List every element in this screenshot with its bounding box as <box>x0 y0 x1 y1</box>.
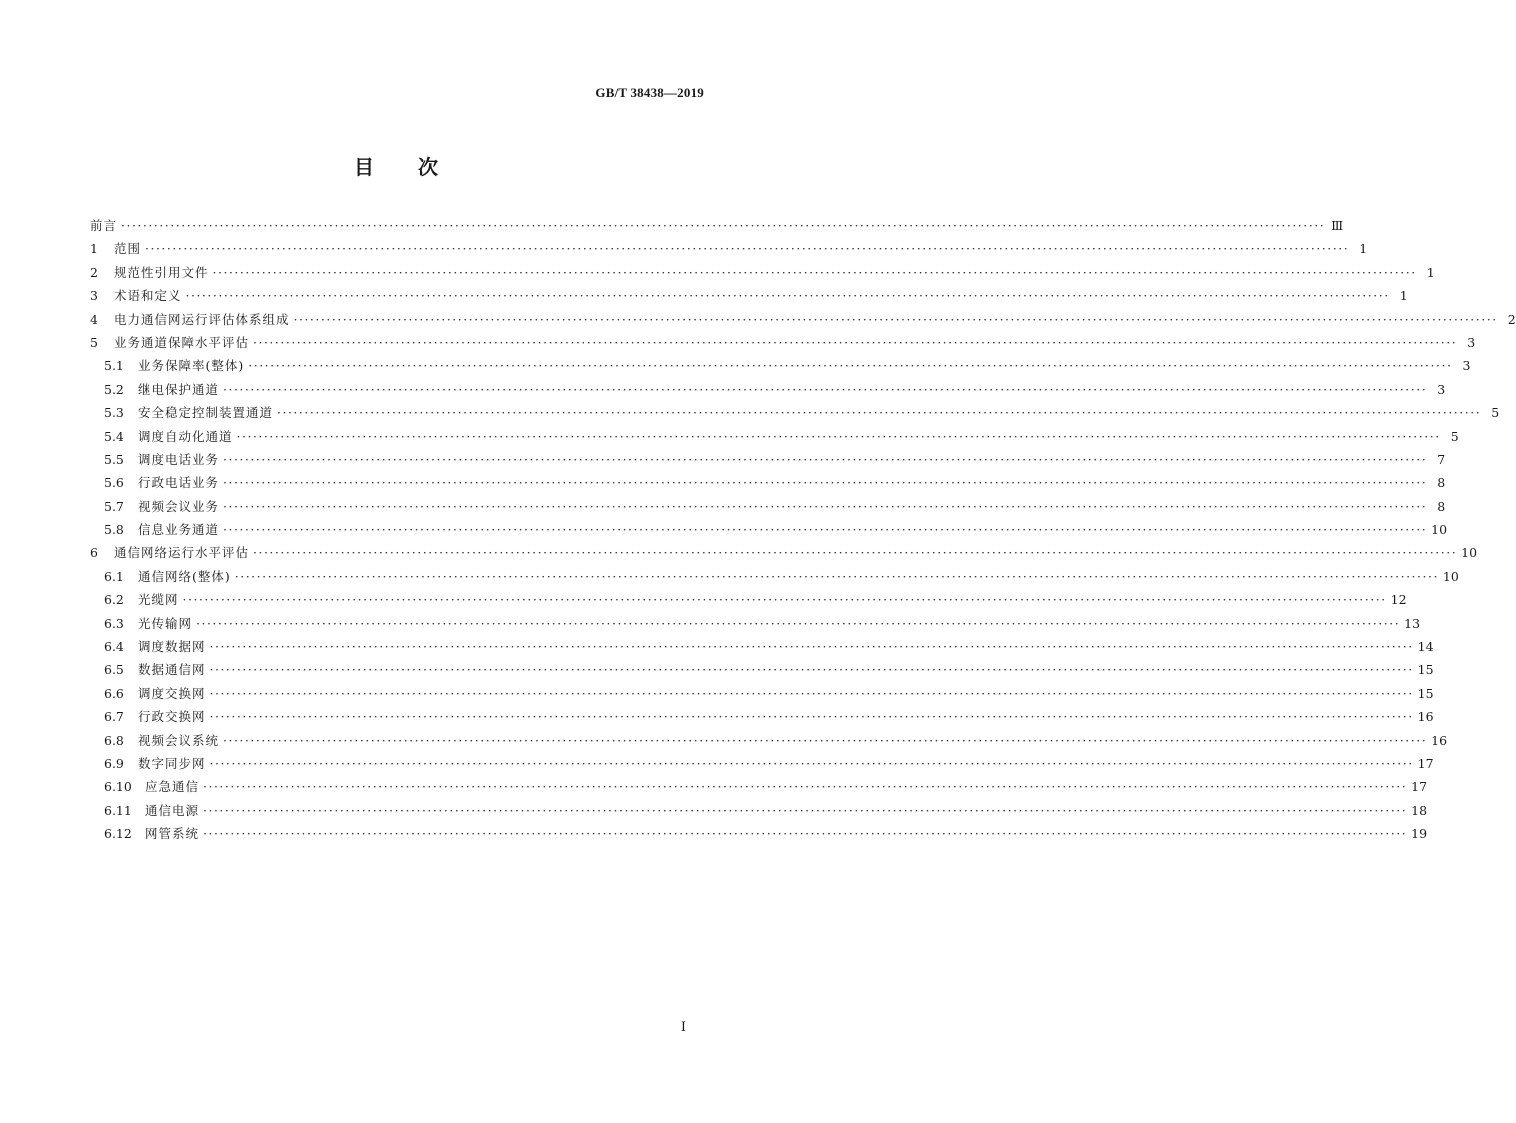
toc-entry[interactable] <box>90 801 1428 822</box>
toc-entry-title: 应急通信 <box>145 779 200 795</box>
toc-leader-dots: ···························································································································································································································· <box>236 428 1441 444</box>
toc-entry-page: 5 <box>1491 405 1500 421</box>
toc-entry-number: 6.4 <box>104 639 124 655</box>
toc-entry-page: 8 <box>1437 498 1446 514</box>
toc-entry-page: 17 <box>1411 779 1428 795</box>
toc-entry-page: 15 <box>1417 685 1434 701</box>
toc-entry-number: 6.2 <box>104 592 124 608</box>
toc-entry-page: 5 <box>1450 428 1459 444</box>
toc-entry-number: 5.3 <box>104 405 124 421</box>
toc-leader-dots: ···························································································································································································································· <box>209 662 1414 678</box>
toc-entry-title: 数字同步网 <box>138 755 206 771</box>
toc-entry-page: 2 <box>1507 311 1516 327</box>
standard-code: GB/T 38438—2019 <box>595 85 704 100</box>
toc-entry-number: 5.6 <box>104 475 124 491</box>
toc-entry-title: 安全稳定控制装置通道 <box>138 405 274 421</box>
toc-leader-dots: ···························································································································································································································· <box>203 826 1408 842</box>
toc-entry-title: 数据通信网 <box>138 662 206 678</box>
toc-entry-number: 5.4 <box>104 428 124 444</box>
toc-entry-number: 6.5 <box>104 662 124 678</box>
toc-entry-number: 5.5 <box>104 451 124 467</box>
toc-entry-number: 2 <box>90 264 98 280</box>
toc-entry-title: 光传输网 <box>138 615 193 631</box>
page-title <box>0 151 794 180</box>
toc-entry-number: 5.2 <box>104 381 124 397</box>
toc-entry[interactable] <box>90 707 1434 728</box>
toc-leader-dots: ···························································································································································································································· <box>203 779 1408 795</box>
toc-entry-page: 14 <box>1417 639 1434 655</box>
toc-entry[interactable] <box>90 216 1344 237</box>
toc-entry-number: 4 <box>90 311 98 327</box>
toc-leader-dots: ···························································································································································································································· <box>196 615 1401 631</box>
toc-entry-title: 继电保护通道 <box>138 381 220 397</box>
toc-entry-title: 调度电话业务 <box>138 451 220 467</box>
toc-entry[interactable] <box>90 567 1459 588</box>
toc-entry[interactable] <box>90 263 1435 284</box>
toc-entry-title: 电力通信网运行评估体系组成 <box>114 311 290 327</box>
toc-entry-page: Ⅲ <box>1331 218 1344 233</box>
toc-entry-number: 6.6 <box>104 685 124 701</box>
toc-leader-dots: ···························································································································································································································· <box>223 475 1428 491</box>
toc-entry-title: 调度自动化通道 <box>138 428 233 444</box>
toc-entry-number: 6 <box>90 545 98 561</box>
page-folio: I <box>680 1020 686 1035</box>
toc-entry[interactable] <box>90 403 1500 424</box>
toc-entry-number: 6.8 <box>104 732 124 748</box>
toc-entry-title: 业务通道保障水平评估 <box>114 334 250 350</box>
toc-entry[interactable] <box>90 427 1459 448</box>
toc-leader-dots: ···························································································································································································································· <box>223 381 1428 397</box>
toc-entry-page: 10 <box>1431 522 1448 538</box>
toc-entry[interactable] <box>90 286 1408 307</box>
toc-entry-number: 5.1 <box>104 358 124 374</box>
toc-entry-page: 10 <box>1442 568 1459 584</box>
toc-entry-page: 17 <box>1417 755 1434 771</box>
toc-entry-title: 术语和定义 <box>114 288 182 304</box>
toc-entry[interactable] <box>90 497 1446 518</box>
toc-leader-dots: ···························································································································································································································· <box>248 358 1453 374</box>
toc-leader-dots: ···························································································································································································································· <box>209 709 1414 725</box>
toc-entry-title: 视频会议业务 <box>138 498 220 514</box>
toc-entry-page: 3 <box>1437 381 1446 397</box>
toc-entry-title: 通信网络运行水平评估 <box>114 545 250 561</box>
toc-entry-number: 1 <box>90 241 98 257</box>
toc-entry[interactable] <box>90 614 1421 635</box>
toc-entry-page: 7 <box>1437 451 1446 467</box>
toc-entry[interactable] <box>90 310 1516 331</box>
toc-entry-number: 6.9 <box>104 755 124 771</box>
toc-entry-number: 3 <box>90 288 98 304</box>
toc-entry-page: 10 <box>1461 545 1478 561</box>
toc-entry-number: 6.10 <box>104 779 132 795</box>
toc-leader-dots: ···························································································································································································································· <box>234 568 1439 584</box>
toc-entry[interactable] <box>90 333 1476 354</box>
toc-entry-page: 1 <box>1426 264 1435 280</box>
toc-entry[interactable] <box>90 754 1434 775</box>
toc-entry[interactable] <box>90 777 1428 798</box>
toc-leader-dots: ···························································································································································································································· <box>223 522 1428 538</box>
toc-entry-number: 6.11 <box>104 802 132 818</box>
toc-entry[interactable] <box>90 239 1368 260</box>
toc-entry-page: 12 <box>1390 592 1407 608</box>
toc-entry-page: 16 <box>1417 709 1434 725</box>
toc-leader-dots: ···························································································································································································································· <box>223 498 1428 514</box>
toc-entry-number: 6.1 <box>104 568 124 584</box>
toc-entry-title: 调度交换网 <box>138 685 206 701</box>
toc-leader-dots: ···························································································································································································································· <box>277 405 1482 421</box>
toc-entry-page: 16 <box>1431 732 1448 748</box>
toc-leader-dots: ···························································································································································································································· <box>209 685 1414 701</box>
toc-entry-title: 业务保障率(整体) <box>138 358 245 374</box>
toc-leader-dots: ···························································································································································································································· <box>253 545 1458 561</box>
toc-leader-dots: ···························································································································································································································· <box>145 241 1350 257</box>
toc-entry[interactable] <box>90 380 1446 401</box>
toc-entry-title: 视频会议系统 <box>138 732 220 748</box>
toc-entry-number: 5.7 <box>104 498 124 514</box>
toc-entry-page: 13 <box>1404 615 1421 631</box>
toc-entry[interactable] <box>90 731 1448 752</box>
title-char-2: 次 <box>418 155 440 179</box>
toc-entry-page: 3 <box>1462 358 1471 374</box>
toc-leader-dots: ···························································································································································································································· <box>185 288 1390 304</box>
toc-leader-dots: ···························································································································································································································· <box>209 639 1414 655</box>
toc-entry-title: 规范性引用文件 <box>114 264 209 280</box>
toc-entry-page: 3 <box>1467 334 1476 350</box>
toc-entry-title: 行政交换网 <box>138 709 206 725</box>
toc-entry-number: 5.8 <box>104 522 124 538</box>
toc-entry-number: 5 <box>90 334 98 350</box>
toc-leader-dots: ···························································································································································································································· <box>182 592 1387 608</box>
toc-leader-dots: ···························································································································································································································· <box>212 264 1417 280</box>
toc-entry-page: 18 <box>1411 802 1428 818</box>
toc-entry[interactable] <box>90 824 1428 845</box>
toc-entry[interactable] <box>90 356 1471 377</box>
toc-entry-title: 范围 <box>114 241 142 257</box>
toc-entry[interactable] <box>90 660 1434 681</box>
toc-entry-number: 6.12 <box>104 826 132 842</box>
toc-entry[interactable] <box>90 520 1448 541</box>
toc-entry-page: 1 <box>1359 241 1368 257</box>
toc-entry-page: 1 <box>1399 288 1408 304</box>
table-of-contents <box>90 216 1516 845</box>
toc-entry[interactable] <box>90 684 1434 705</box>
toc-leader-dots: ···························································································································································································································· <box>203 802 1408 818</box>
toc-leader-dots: ···························································································································································································································· <box>253 334 1458 350</box>
toc-entry-title: 网管系统 <box>145 826 200 842</box>
toc-entry-title: 通信电源 <box>145 802 200 818</box>
toc-leader-dots: ···························································································································································································································· <box>121 218 1326 233</box>
toc-entry-title: 光缆网 <box>138 592 179 608</box>
toc-entry-title: 通信网络(整体) <box>138 568 231 584</box>
title-char-1: 目 <box>354 155 376 179</box>
toc-entry-number: 6.3 <box>104 615 124 631</box>
toc-entry-number: 6.7 <box>104 709 124 725</box>
toc-entry-title: 行政电话业务 <box>138 475 220 491</box>
toc-leader-dots: ···························································································································································································································· <box>223 451 1428 467</box>
toc-entry-page: 19 <box>1411 826 1428 842</box>
toc-entry[interactable] <box>90 590 1407 611</box>
toc-entry-page: 8 <box>1437 475 1446 491</box>
toc-entry[interactable] <box>90 543 1478 564</box>
toc-entry[interactable] <box>90 450 1446 471</box>
toc-entry-title: 调度数据网 <box>138 639 206 655</box>
toc-leader-dots: ···························································································································································································································· <box>223 732 1428 748</box>
toc-entry-title: 前言 <box>90 218 118 233</box>
toc-leader-dots: ···························································································································································································································· <box>293 311 1498 327</box>
toc-entry-page: 15 <box>1417 662 1434 678</box>
toc-entry-title: 信息业务通道 <box>138 522 220 538</box>
toc-entry[interactable] <box>90 637 1434 658</box>
toc-entry[interactable] <box>90 473 1446 494</box>
toc-leader-dots: ···························································································································································································································· <box>209 755 1414 771</box>
